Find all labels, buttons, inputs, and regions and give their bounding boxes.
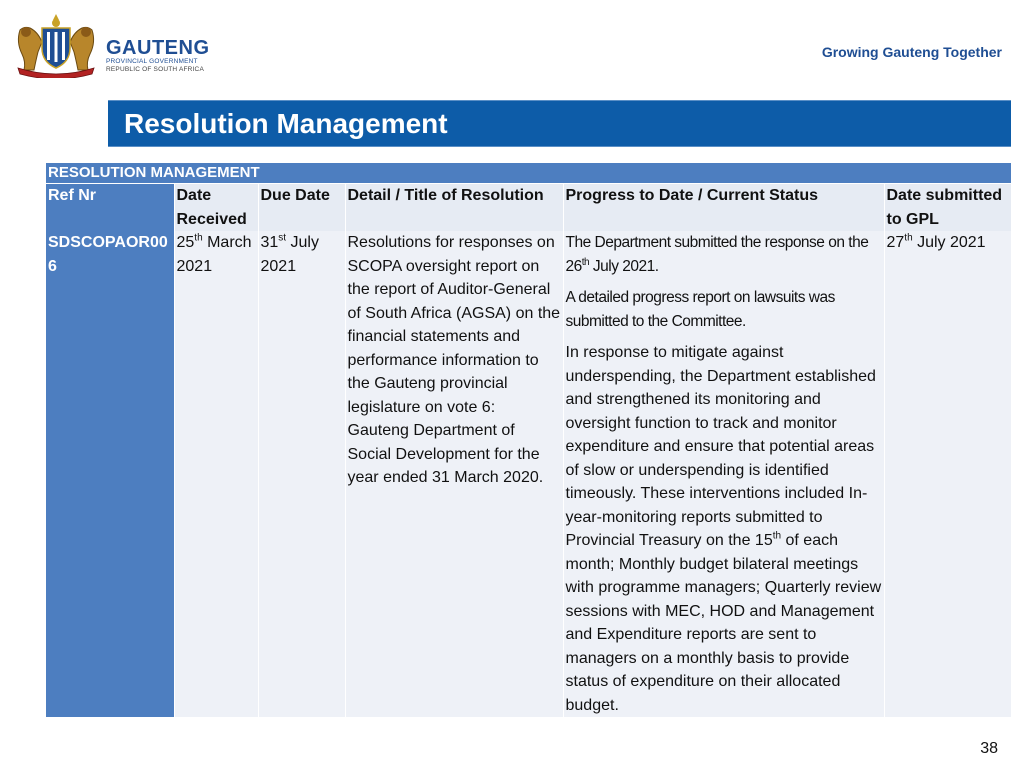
tagline: Growing Gauteng Together	[821, 44, 1002, 60]
header-date-submitted: Date submitted to GPL	[884, 184, 1011, 232]
date-received-rest: March 2021	[176, 234, 252, 275]
brand-block	[106, 38, 210, 74]
brand-subtitle-government: PROVINCIAL GOVERNMENT	[106, 58, 198, 65]
table-banner-row	[46, 163, 1011, 184]
page-number: 38	[980, 740, 998, 757]
cell-due-date	[258, 231, 345, 717]
progress-p1-suffix: th	[581, 256, 590, 268]
cell-detail: Resolutions for responses on SCOPA oversight report on the report of Auditor-General of South Africa (AGSA) on the financial statements and performance information to the Gauteng provincial legislature on vote 6: Gauteng Department of Social Development for the year ended 31 March 2020.	[345, 231, 563, 717]
due-date-rest: July 2021	[260, 234, 319, 275]
progress-paragraph-2: A detailed progress report on lawsuits was submitted to the Committee.	[565, 289, 835, 330]
slide-title: Resolution Management	[124, 108, 448, 139]
progress-paragraph-1	[566, 234, 869, 275]
header-progress: Progress to Date / Current Status	[563, 184, 884, 232]
progress-p3-text-a: In response to mitigate against underspending, the Department established and strengthened its monitoring and oversight function to track and monitor expenditure and ensure that potential areas of slow or underspending is identified timeously. These interventions included In-year-monitoring reports submitted to Provincial Treasury on the 15	[565, 344, 876, 549]
progress-p3-suffix: th	[772, 530, 782, 542]
title-bar	[108, 100, 1011, 147]
header-detail: Detail / Title of Resolution	[345, 184, 563, 232]
date-received-day: 25	[176, 234, 195, 251]
progress-p1-text-a: The Department submitted the response on the 26	[565, 234, 869, 275]
progress-p1-text-b: July 2021.	[589, 257, 659, 275]
header	[0, 0, 1024, 90]
resolution-table	[46, 163, 1012, 717]
table-row	[46, 231, 1011, 717]
cell-date-received	[174, 231, 258, 717]
cell-date-submitted	[884, 231, 1011, 717]
submitted-suffix: th	[904, 232, 913, 244]
progress-paragraph-3	[566, 344, 882, 714]
due-date-suffix: st	[278, 232, 287, 244]
due-date-day: 31	[260, 234, 279, 251]
coat-of-arms-logo	[12, 12, 100, 78]
table-header-row	[46, 184, 1011, 232]
header-due-date: Due Date	[258, 184, 345, 232]
submitted-day: 27	[886, 234, 905, 251]
cell-progress	[563, 231, 884, 717]
progress-p3-text-b: of each month; Monthly budget bilateral meetings with programme managers; Quarterly review sessions with MEC, HOD and Management and Expenditure reports are sent to managers on a monthly basis to provide status of expenditure on their allocated budget.	[565, 532, 882, 714]
cell-ref-nr: SDSCOPAOR006	[46, 231, 174, 717]
date-received-suffix: th	[194, 232, 203, 244]
header-date-received: Date Received	[174, 184, 258, 232]
submitted-rest: July 2021	[912, 234, 986, 251]
header-ref-nr: Ref Nr	[46, 184, 174, 232]
brand-name: GAUTENG	[106, 37, 210, 59]
brand-subtitle-country: REPUBLIC OF SOUTH AFRICA	[106, 66, 204, 73]
table-banner: RESOLUTION MANAGEMENT	[46, 163, 1011, 184]
